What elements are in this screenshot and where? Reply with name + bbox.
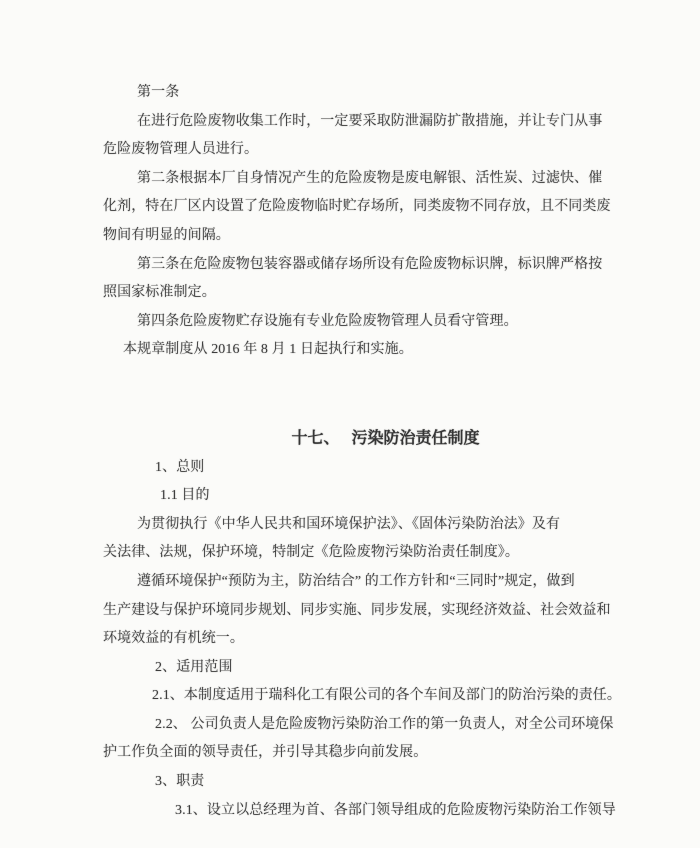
purpose-line-1: 为贯彻执行《中华人民共和国环境保护法》、《固体污染防治法》及有 [137,516,561,532]
clause-1-text-line-1: 在进行危险废物收集工作时，一定要采取防泄漏防扩散措施，并让专门从事 [137,113,603,129]
responsibility-system-section [103,454,700,826]
policy-line-2: 生产建设与保护环境同步规划、同步实施、同步发展，实现经济效益、社会效益和 [103,602,611,618]
item-1-general-rules: 1、总则 [155,459,205,475]
clauses-section [103,79,700,365]
item-3-duties: 3、职责 [155,774,205,790]
item-1-1-purpose: 1.1 目的 [160,488,210,504]
clause-2-line-1: 第二条根据本厂自身情况产生的危险废物是废电解银、活性炭、过滤快、催 [137,170,603,186]
item-2-scope: 2、适用范围 [155,659,233,675]
clause-2-line-2: 化剂，特在厂区内设置了危险废物临时贮存场所，同类废物不同存放，且不同类废 [103,199,611,215]
clause-1-text-line-2: 危险废物管理人员进行。 [103,142,259,158]
item-3-1-line: 3.1、设立以总经理为首、各部门领导组成的危险废物污染防治工作领导 [175,802,616,818]
section-17-heading: 十七、 污染防治责任制度 [291,429,480,447]
clause-1-number: 第一条 [137,85,180,100]
clause-2-line-3: 物间有明显的间隔。 [103,227,230,243]
clause-3-line-2: 照国家标准制定。 [103,285,216,301]
policy-line-1: 遵循环境保护“预防为主，防治结合” 的工作方针和“三同时”规定，做到 [137,573,575,589]
policy-line-3: 环境效益的有机统一。 [103,631,244,647]
item-2-1-line: 2.1、本制度适用于瑞科化工有限公司的各个车间及部门的防治污染的责任。 [152,688,621,704]
item-2-2-line-2: 护工作负全面的领导责任，并引导其稳步向前发展。 [103,745,428,761]
effective-date-line: 本规章制度从 2016 年 8 月 1 日起执行和实施。 [123,342,413,358]
item-2-2-line-1: 2.2、 公司负责人是危险废物污染防治工作的第一负责人，对全公司环境保 [155,716,614,732]
clause-4-line: 第四条危险废物贮存设施有专业危险废物管理人员看守管理。 [137,313,518,329]
purpose-line-2: 关法律、法规，保护环境，特制定《危险废物污染防治责任制度》。 [103,545,519,561]
clause-3-line-1: 第三条在危险废物包装容器或储存场所设有危险废物标识牌，标识牌严格按 [137,256,603,272]
